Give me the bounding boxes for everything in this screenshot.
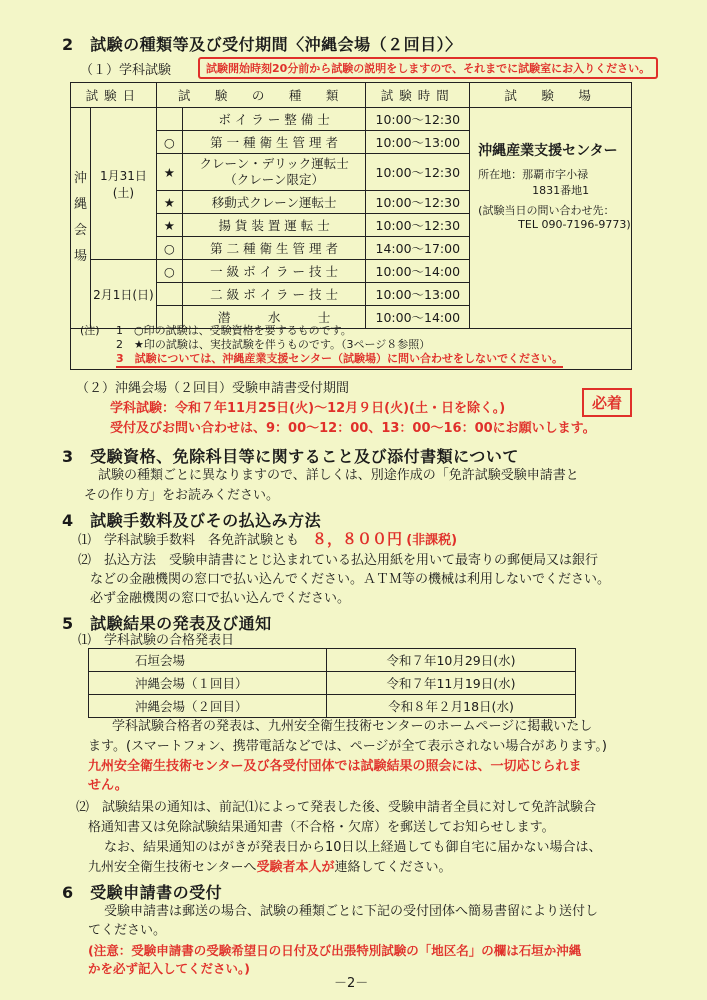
section3-p1: 試験の種類ごとに異なりますので、詳しくは、別途作成の「免許試験受験申請書と	[98, 468, 579, 483]
mark: ★	[156, 214, 182, 237]
table-row: 沖縄会場（１回目） 令和７年11月19日(水)	[89, 672, 576, 695]
section5-p1: 学科試験合格者の発表は、九州安全衛生技術センターのホームページに掲載いたし	[112, 719, 593, 734]
section2b-title: （２）沖縄会場（２回目）受験申請書受付期間	[76, 381, 350, 396]
fee-tax-note: (非課税)	[406, 533, 458, 548]
note-2: 2 ★印の試験は、実技試験を伴うものです。（3ページ８参照）	[116, 338, 431, 351]
exam-time: 10:00～12:30	[366, 108, 470, 131]
mark: ★	[156, 191, 182, 214]
venue-contact: (試験当日の問い合わせ先：	[478, 203, 615, 217]
note-3: 3 試験については、沖縄産業支援センター（試験場）に問い合わせをしないでください。	[116, 350, 563, 368]
exam-time: 14:00～17:00	[366, 237, 470, 260]
payment-method-3: 必ず金融機関の窓口で払い込んでください。	[90, 591, 351, 606]
reception-hours: 受付及びお問い合わせは、9：00～12：00、13：00～16：00にお願いします。	[110, 421, 596, 436]
venue-name: 沖縄産業支援センター	[478, 142, 618, 159]
section6-title: 6 受験申請書の受付	[62, 883, 223, 902]
section2-sub1: （１）学科試験	[80, 63, 172, 78]
section3-p2: その作り方」をお読みください。	[84, 488, 280, 503]
section5-sub: ⑴ 学科試験の合格発表日	[78, 633, 235, 648]
payment-method-1: ⑵ 払込方法 受験申請書にとじ込まれている払込用紙を用いて最寄りの郵便局又は銀行	[78, 553, 599, 568]
deadline-stamp: 必着	[582, 388, 632, 417]
exam-time: 10:00～14:00	[366, 306, 470, 329]
exam-start-note: 試験開始時刻20分前から試験の説明をしますので、それまでに試験室にお入りください。	[198, 57, 658, 79]
mark: ○	[156, 260, 182, 283]
header-type: 試 験 の 種 類	[156, 83, 366, 108]
section6-p1: 受験申請書は郵送の場合、試験の種類ごとに下記の受付団体へ簡易書留により送付し	[104, 904, 599, 919]
mark: ○	[156, 237, 182, 260]
venue-address: 所在地：那覇市字小禄	[478, 167, 589, 181]
venue-address2: 1831番地1	[532, 183, 590, 197]
note-1: 1 ○印の試験は、受験資格を要するものです。	[116, 324, 352, 337]
venue-cell	[470, 108, 632, 329]
mark	[156, 108, 182, 131]
exam-time: 10:00～12:30	[366, 154, 470, 191]
exam-name: クレーン・デリック運転士 （クレーン限定）	[182, 154, 366, 191]
schedule-table	[70, 82, 632, 329]
schedule-header-row	[71, 83, 632, 108]
exam-name: 二 級 ボ イ ラ ー 技 士	[182, 283, 366, 306]
section2-title: 2 試験の種類等及び受付期間〈沖縄会場（２回目）〉	[62, 35, 462, 54]
date-jan31: 1月31日(土)	[90, 108, 156, 260]
section5-p3: ⑵ 試験結果の通知は、前記⑴によって発表した後、受験申請者全員に対して免許試験合	[76, 800, 597, 815]
venue-phone: TEL 090-7196-9773)	[518, 217, 631, 231]
section6-caution1: (注意：受験申請書の受験希望日の日付及び出張特別試験の「地区名」の欄は石垣か沖縄	[88, 943, 582, 958]
payment-method-2: などの金融機関の窓口で払い込んでください。ＡＴＭ等の機械は利用しないでください。	[90, 572, 611, 587]
exam-name: 第 一 種 衛 生 管 理 者	[182, 131, 366, 154]
application-period: 学科試験：令和７年11月25日(火)～12月９日(火)(土・日を除く。)	[110, 401, 506, 416]
exam-time: 10:00～13:00	[366, 283, 470, 306]
section3-title: 3 受験資格、免除科目等に関すること及び添付書類について	[62, 447, 519, 466]
mark: ○	[156, 131, 182, 154]
table-row: 沖縄会場（２回目） 令和８年２月18日(水)	[89, 695, 576, 718]
table-row: 石垣会場 令和７年10月29日(水)	[89, 649, 576, 672]
header-time: 試験時間	[366, 83, 470, 108]
section6-p2: てください。	[88, 923, 167, 938]
exam-time: 10:00～12:30	[366, 214, 470, 237]
exam-name: 揚 貨 装 置 運 転 士	[182, 214, 366, 237]
header-venue: 試 験 場	[470, 83, 632, 108]
exam-name: 移動式クレーン運転士	[182, 191, 366, 214]
exam-name: 潜 水 士	[182, 306, 366, 329]
exam-time: 10:00～13:00	[366, 131, 470, 154]
mark	[156, 283, 182, 306]
section5-p4: 格通知書又は免除試験結果通知書（不合格・欠席）を郵送してお知らせします。	[88, 820, 555, 835]
exam-name: 一 級 ボ イ ラ ー 技 士	[182, 260, 366, 283]
place-vertical: 沖 縄 会 場	[71, 108, 91, 329]
section5-warning2: せん。	[88, 778, 128, 793]
page-number: －2－	[334, 976, 369, 991]
exam-time: 10:00～14:00	[366, 260, 470, 283]
results-table	[88, 648, 576, 718]
exam-name: ボ イ ラ ー 整 備 士	[182, 108, 366, 131]
mark: ★	[156, 154, 182, 191]
section6-caution2: かを必ず記入してください。)	[88, 961, 250, 976]
section5-p2: ます。(スマートフォン、携帯電話などでは、ページが全て表示されない場合があります。)	[88, 739, 607, 754]
section5-title: 5 試験結果の発表及び通知	[62, 614, 272, 633]
section5-p5: なお、結果通知のはがきが発表日から10日以上経過しても御自宅に届かない場合は、	[104, 840, 602, 855]
exam-time: 10:00～12:30	[366, 191, 470, 214]
date-feb1: 2月1日(日)	[90, 260, 156, 329]
fee-line: ⑴ 学科試験手数料 各免許試験とも ８，８００円 (非課税)	[78, 530, 458, 548]
section5-p6: 九州安全衛生技術センターへ受験者本人が連絡してください。	[88, 860, 452, 875]
exam-name: 第 二 種 衛 生 管 理 者	[182, 237, 366, 260]
fee-amount: ８，８００円	[312, 530, 403, 548]
section4-title: 4 試験手数料及びその払込み方法	[62, 511, 322, 530]
header-date: 試験日	[71, 83, 157, 108]
note-head: (注)	[80, 324, 100, 337]
section5-warning1: 九州安全衛生技術センター及び各受付団体では試験結果の照会には、一切応じられま	[88, 759, 582, 774]
